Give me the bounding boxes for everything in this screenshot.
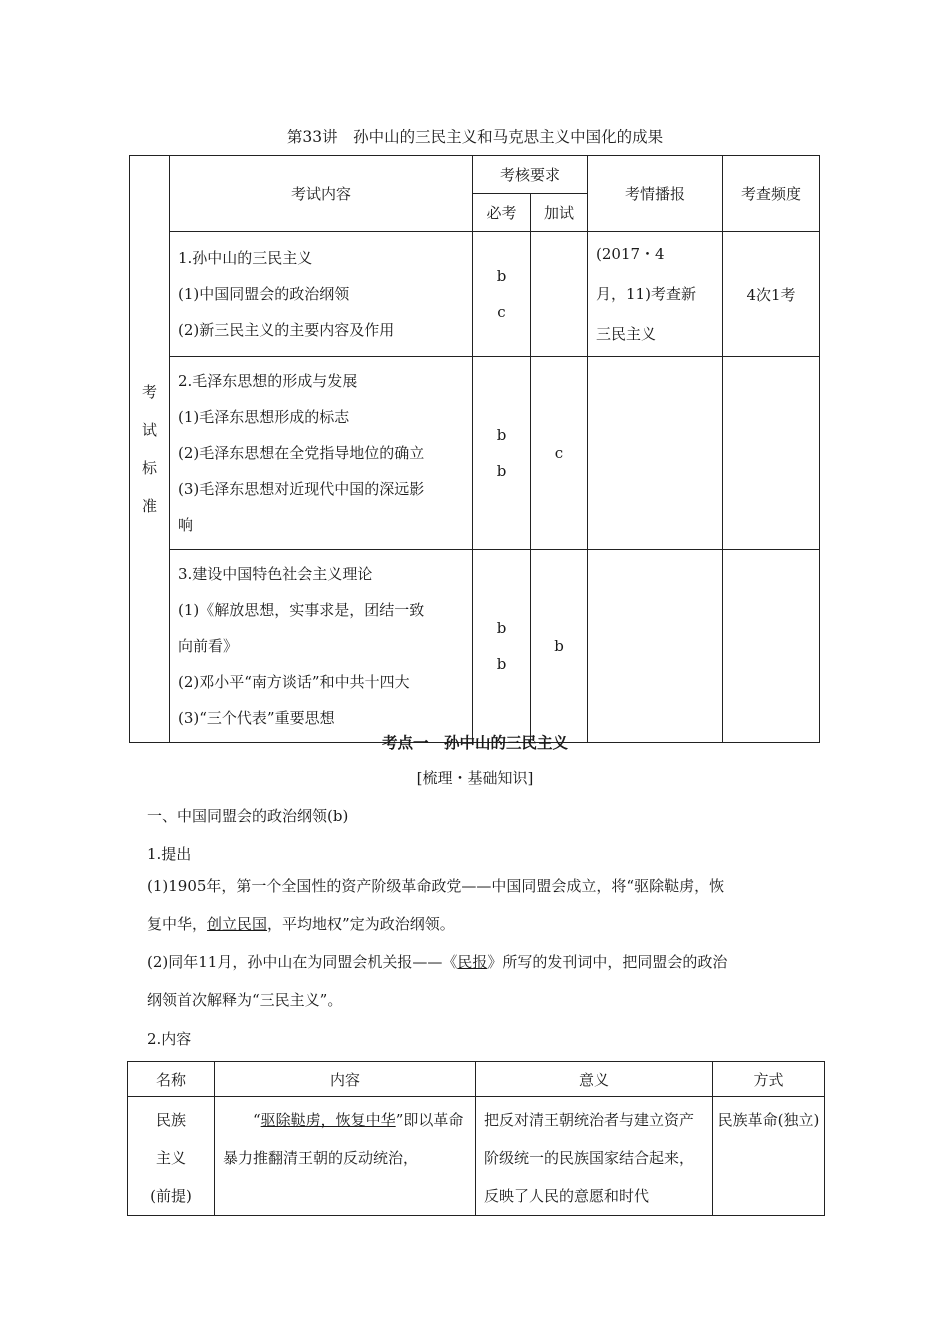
row-frequency: 4次1考 — [723, 232, 820, 357]
paragraph-1: (1)1905年，第一个全国性的资产阶级革命政党——中国同盟会成立，将“驱除鞑虏，恢 复中华，创立民国，平均地权”定为政治纲领。 — [147, 877, 725, 933]
row-extra: b — [531, 550, 588, 743]
underlined-term: 民报 — [457, 953, 488, 971]
row-report — [588, 357, 723, 550]
row-frequency — [723, 357, 820, 550]
subheading: [梳理・基础知识] — [416, 769, 534, 787]
row-content: 2.毛泽东思想的形成与发展 (1)毛泽东思想形成的标志 (2)毛泽东思想在全党指导地位的确立 (3)毛泽东思想对近现代中国的深远影 响 — [170, 357, 473, 550]
row-content: 3.建设中国特色社会主义理论 (1)《解放思想，实事求是，团结一致 向前看》 (2)邓小平“南方谈话”和中共十四大 (3)“三个代表”重要思想 — [170, 550, 473, 743]
table-row — [130, 357, 820, 550]
lesson-title: 第33讲 孙中山的三民主义和马克思主义中国化的成果 — [286, 128, 664, 146]
row-report: (2017・4 月，11)考查新 三民主义 — [588, 232, 723, 357]
header-report: 考情播报 — [588, 156, 723, 232]
underlined-term: 创立民国 — [207, 915, 268, 933]
cell-meaning: 把反对清王朝统治者与建立资产阶级统一的民族国家结合起来，反映了人民的意愿和时代 — [476, 1097, 713, 1216]
table-row — [130, 232, 820, 357]
item2-heading: 2.内容 — [147, 1030, 192, 1048]
row-extra: c — [531, 357, 588, 550]
header-content: 内容 — [215, 1062, 476, 1097]
header-required: 必考 — [473, 194, 531, 232]
row-frequency — [723, 550, 820, 743]
row-extra — [531, 232, 588, 357]
paragraph-2: (2)同年11月，孙中山在为同盟会机关报——《民报》所写的发刊词中，把同盟会的政治 纲领首次解释为“三民主义”。 — [147, 953, 728, 1009]
header-method: 方式 — [713, 1062, 825, 1097]
row-required: b b — [473, 550, 531, 743]
section-title: 考点一 孙中山的三民主义 — [381, 733, 568, 752]
row-content: 1.孙中山的三民主义 (1)中国同盟会的政治纲领 (2)新三民主义的主要内容及作用 — [170, 232, 473, 357]
row-required: b b — [473, 357, 531, 550]
row-required: b c — [473, 232, 531, 357]
table-row — [130, 550, 820, 743]
header-extra: 加试 — [531, 194, 588, 232]
cell-name: 民族 主义 (前提) — [128, 1097, 215, 1216]
header-meaning: 意义 — [476, 1062, 713, 1097]
side-label: 考 试 标 准 — [130, 156, 170, 743]
row-report — [588, 550, 723, 743]
content-table — [127, 1061, 825, 1216]
cell-content: “驱除鞑虏，恢复中华”即以革命暴力推翻清王朝的反动统治， — [215, 1097, 476, 1216]
exam-standards-table — [129, 155, 820, 743]
header-name: 名称 — [128, 1062, 215, 1097]
header-content: 考试内容 — [170, 156, 473, 232]
table-row — [128, 1097, 825, 1216]
underlined-term: 驱除鞑虏，恢复中华 — [260, 1111, 396, 1129]
header-requirement: 考核要求 — [473, 156, 588, 194]
cell-method: 民族革命(独立) — [713, 1097, 825, 1216]
item1-heading: 1.提出 — [147, 845, 192, 863]
header-frequency: 考查频度 — [723, 156, 820, 232]
part1-heading: 一、中国同盟会的政治纲领(b) — [147, 807, 349, 825]
